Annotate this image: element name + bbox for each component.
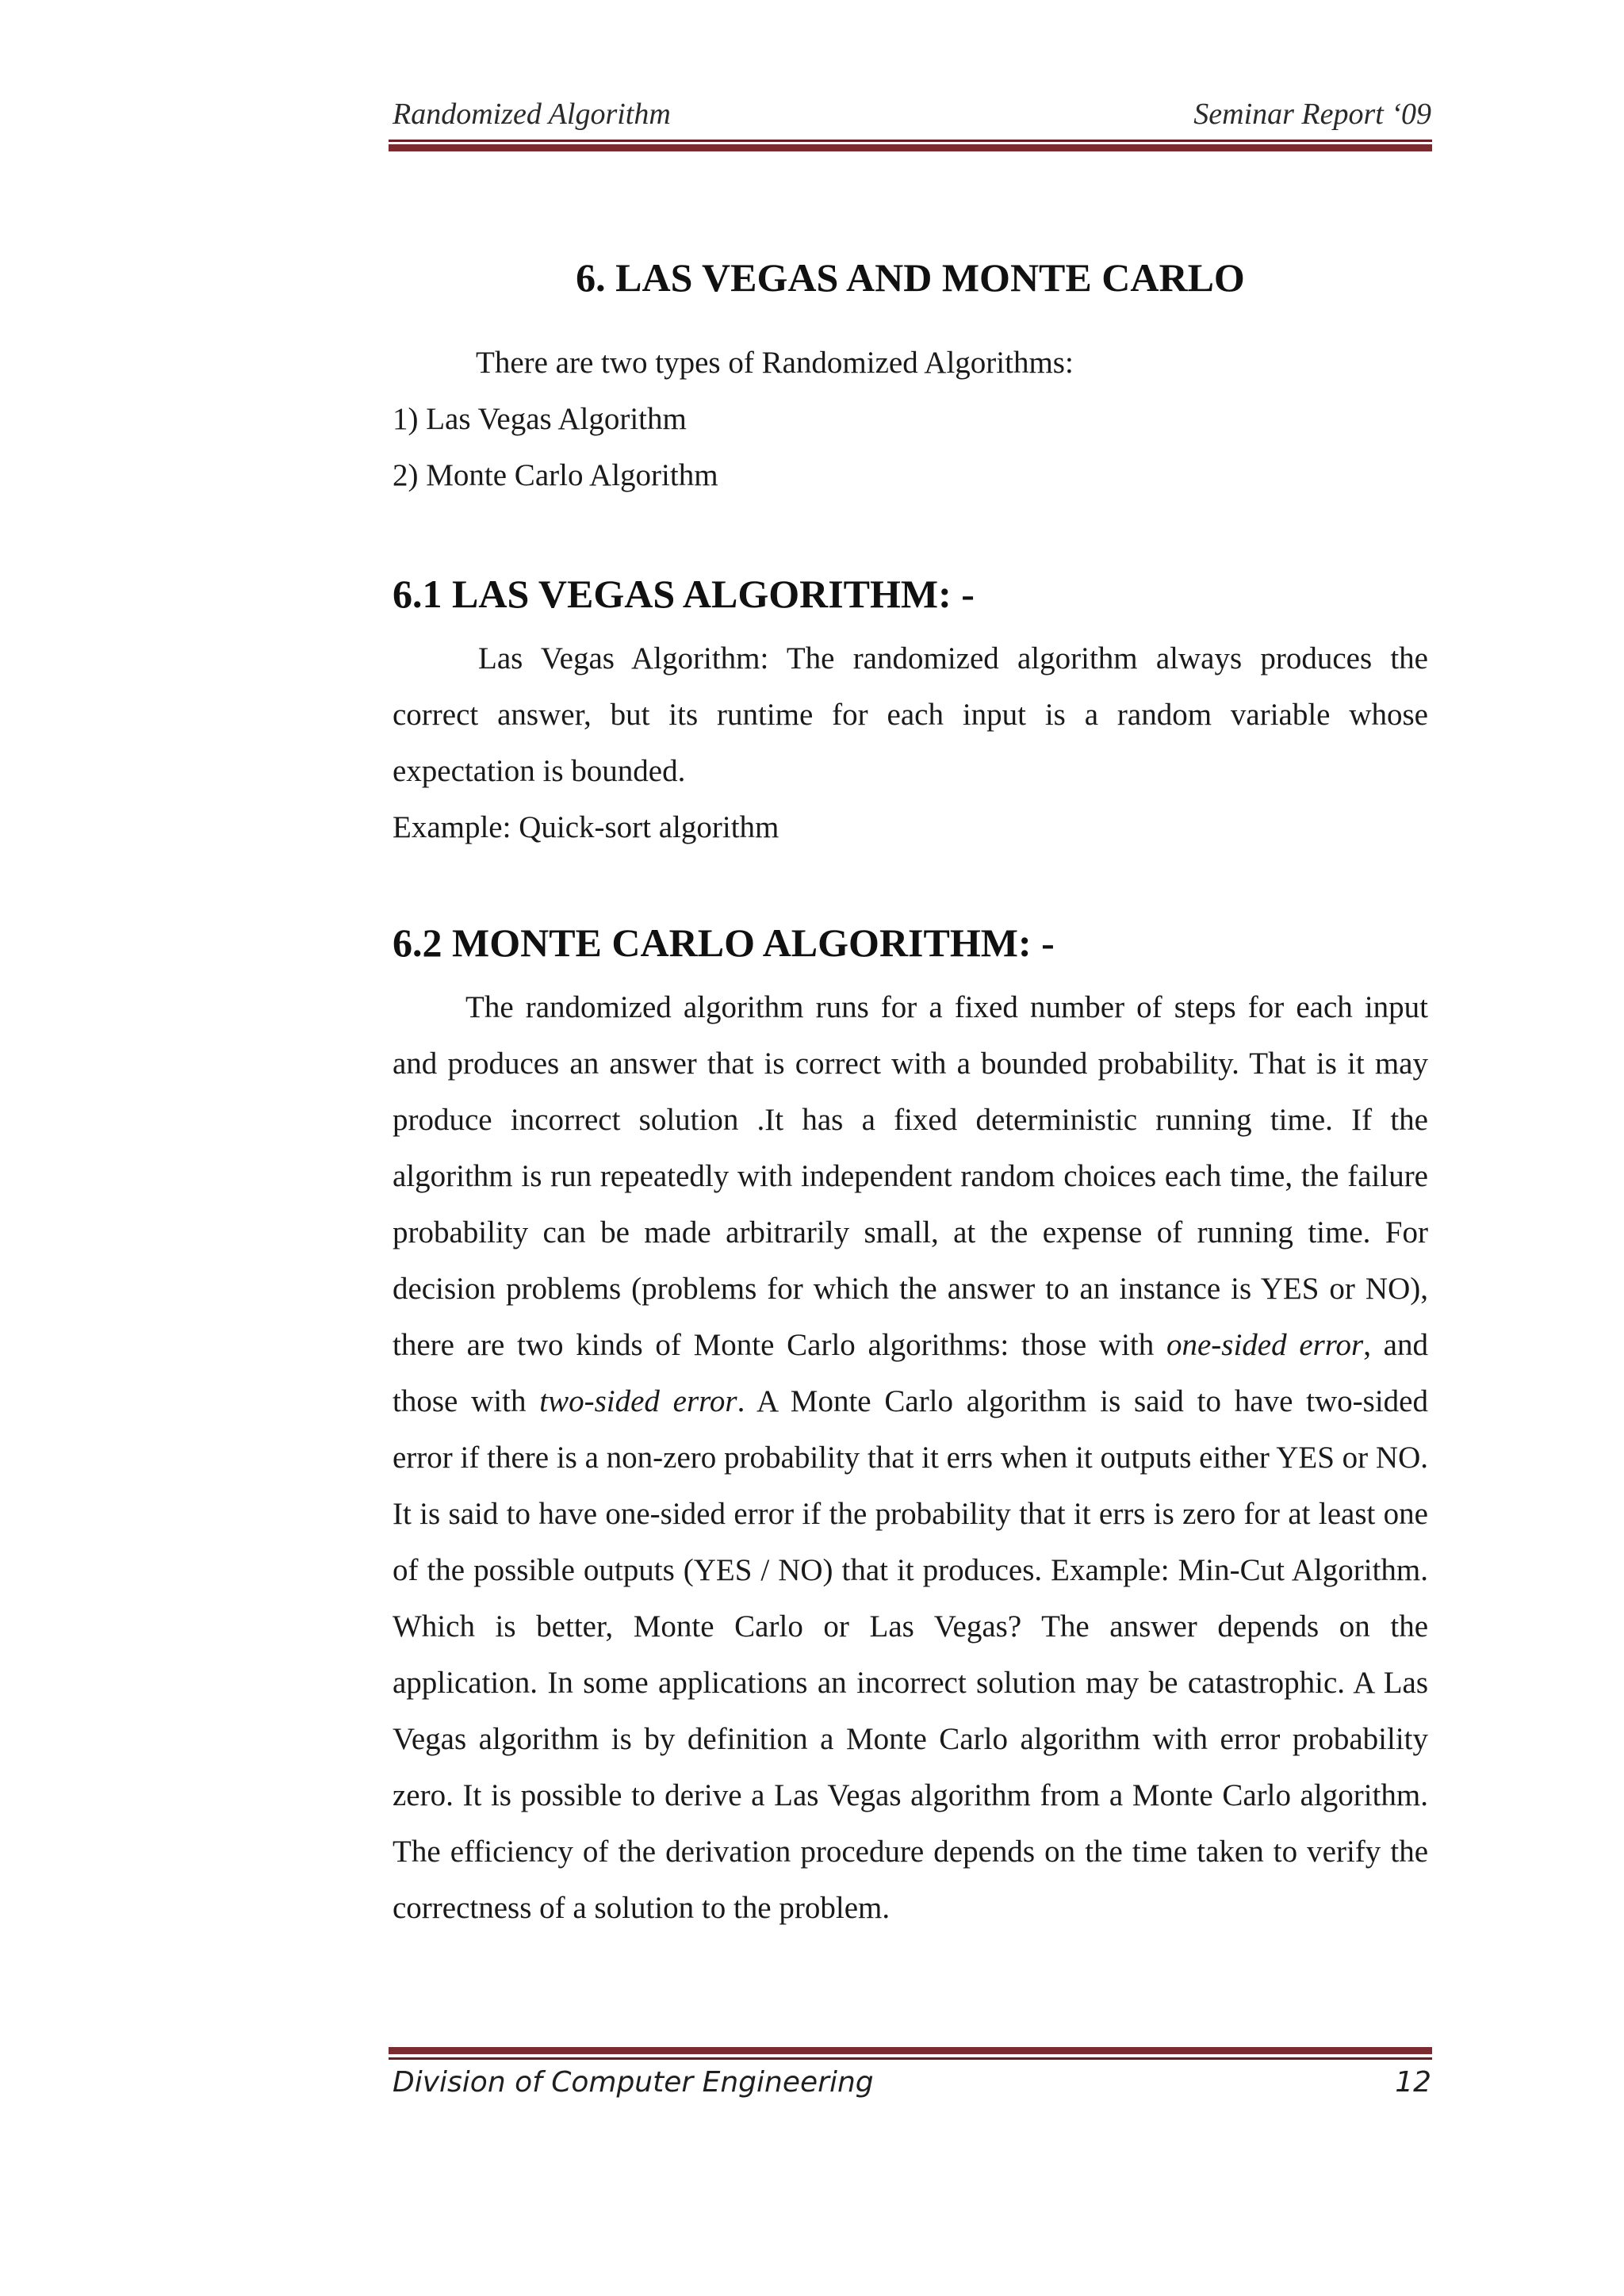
monte-carlo-text-part2: , and those with — [393, 1328, 1428, 1418]
section-title-monte-carlo: 6.2 MONTE CARLO ALGORITHM: - — [393, 920, 1055, 965]
chapter-title: 6. LAS VEGAS AND MONTE CARLO — [576, 255, 1245, 300]
page-footer — [393, 2063, 1431, 2110]
las-vegas-paragraph: Las Vegas Algorithm: The randomized algorithm always produces the correct answer, but its runtime for each input is a random variable whose expectation is bounded. — [393, 641, 1428, 788]
section-title-las-vegas: 6.1 LAS VEGAS ALGORITHM: - — [393, 572, 975, 616]
page-header — [393, 95, 1431, 143]
monte-carlo-paragraph — [393, 979, 1428, 1936]
page-number: 12 — [1395, 2066, 1431, 2099]
chapter-intro: There are two types of Randomized Algorithms: — [476, 346, 1074, 380]
header-rule-thin — [389, 140, 1432, 142]
monte-carlo-emphasis-one-sided: one-sided error — [1166, 1328, 1364, 1362]
header-title: Randomized Algorithm — [393, 98, 671, 131]
monte-carlo-text-part3: . A Monte Carlo algorithm is said to have two-sided error if there is a non-zero probability that it errs when it outputs either YES or NO. It is said to have one-sided error if the probability that it errs is zero for at least one of the possible outputs (YES / NO) that it produces. Example: Min-Cut Algorithm. Which is better, Monte Carlo or Las Vegas? The answer depends on the application. In some applications an incorrect solution may be catastrophic. A Las Vegas algorithm is by definition a Monte Carlo algorithm with error probability zero. It is possible to derive a Las Vegas algorithm from a Monte Carlo algorithm. The efficiency of the derivation procedure depends on the time taken to verify the correctness of a solution to the problem. — [393, 1384, 1428, 1925]
footer-division: Division of Computer Engineering — [393, 2066, 874, 2099]
footer-rule-thick — [389, 2047, 1432, 2054]
header-report: Seminar Report ‘09 — [1193, 98, 1431, 131]
las-vegas-example: Example: Quick-sort algorithm — [393, 810, 779, 844]
footer-rule-thin — [389, 2057, 1432, 2060]
list-item: 1) Las Vegas Algorithm — [393, 402, 687, 436]
monte-carlo-emphasis-two-sided: two-sided error — [539, 1384, 737, 1418]
monte-carlo-text-part1: The randomized algorithm runs for a fixed number of steps for each input and produces an answer that is correct with a bounded probability. That is it may produce incorrect solution .It has a fixed deterministic running time. If the algorithm is run repeatedly with independent random choices each time, the failure probability can be made arbitrarily small, at the expense of running time. For decision problems (problems for which the answer to an instance is YES or NO), there are two kinds of Monte Carlo algorithms: those with — [393, 990, 1428, 1362]
list-item: 2) Monte Carlo Algorithm — [393, 458, 718, 492]
header-rule-thick — [389, 144, 1432, 151]
page-content — [393, 238, 1428, 1936]
